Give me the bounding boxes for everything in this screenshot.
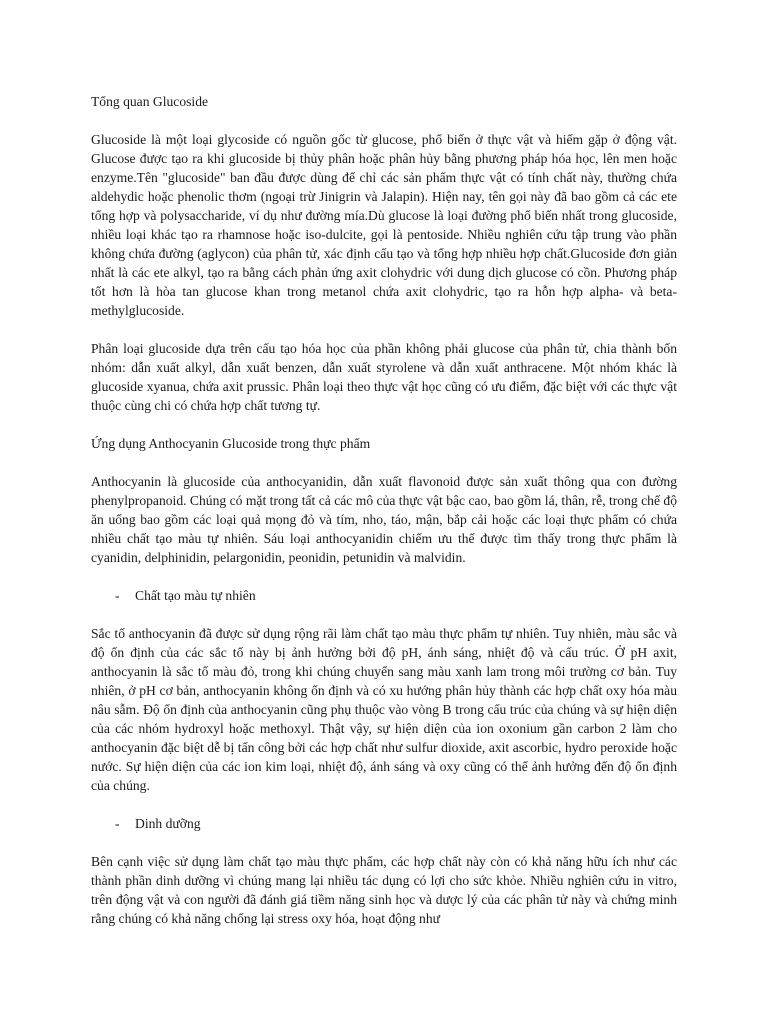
bullet-dash: -	[115, 816, 120, 831]
paragraph-glucoside-classification: Phân loại glucoside dựa trên cấu tạo hóa học của phần không phải glucose của phân tử, chia thành bốn nhóm: dẫn xuất alkyl, dẫn xuất benzen, dẫn xuất styrolene và dẫn xuất anthracene. Một nhóm khác là glucoside xyanua, chứa axit prussic. Phân loại theo thực vật học cũng có ưu điểm, đặc biệt với các thực vật thuộc cùng chi có chứa hợp chất tương tự.	[91, 341, 677, 413]
paragraph-nutrition-details: Bên cạnh việc sử dụng làm chất tạo màu thực phẩm, các hợp chất này còn có khả năng hữu ích như các thành phần dinh dưỡng vì chúng mang lại nhiều tác dụng có lợi cho sức khỏe. Nhiều nghiên cứu in vitro, trên động vật và con người đã đánh giá tiềm năng sinh học và dược lý của các phân tử này và chứng minh rằng chúng có khả năng chống lại stress oxy hóa, hoạt động như	[91, 854, 677, 926]
heading-glucoside-overview: Tổng quan Glucoside	[91, 94, 209, 109]
heading-anthocyanin-application: Ứng dụng Anthocyanin Glucoside trong thực phẩm	[91, 436, 371, 451]
bullet-nutrition	[91, 814, 677, 833]
document-page	[91, 92, 677, 947]
paragraph-colorant-details: Sắc tố anthocyanin đã được sử dụng rộng rãi làm chất tạo màu thực phẩm tự nhiên. Tuy nhiên, màu sắc và độ ổn định của các sắc tố này bị ảnh hưởng bởi độ pH, ánh sáng, nhiệt độ và cấu trúc. Ở pH axit, anthocyanin là sắc tố màu đỏ, trong khi chúng chuyển sang màu xanh lam trong môi trường cơ bản. Tuy nhiên, ở pH cơ bản, anthocyanin không ổn định và có xu hướng phân hủy thành các hợp chất oxy hóa màu nâu sẫm. Độ ổn định của anthocyanin cũng phụ thuộc vào vòng B trong cấu trúc của chúng và sự hiện diện của các nhóm hydroxyl hoặc methoxyl. Thật vậy, sự hiện diện của ion oxonium gần carbon 2 làm cho anthocyanin đặc biệt dễ bị tấn công bởi các hợp chất như sulfur dioxide, axit ascorbic, hydro peroxide hoặc nước. Sự hiện diện của các ion kim loại, nhiệt độ, ánh sáng và oxy cũng có thể ảnh hưởng đến độ ổn định của chúng.	[91, 626, 677, 793]
paragraph-anthocyanin-intro: Anthocyanin là glucoside của anthocyanidin, dẫn xuất flavonoid được sản xuất thông qua con đường phenylpropanoid. Chúng có mặt trong tất cả các mô của thực vật bậc cao, bao gồm lá, thân, rễ, trong chế độ ăn uống bao gồm các loại quả mọng đỏ và tím, nho, táo, mận, bắp cải hoặc các loại thực phẩm có chứa nhiều chất tạo màu tự nhiên. Sáu loại anthocyanidin chiếm ưu thế được tìm thấy trong thực phẩm là cyanidin, delphinidin, pelargonidin, peonidin, petunidin và malvidin.	[91, 474, 677, 565]
bullet-label: Dinh dưỡng	[135, 816, 201, 831]
bullet-label: Chất tạo màu tự nhiên	[135, 588, 256, 603]
paragraph-glucoside-intro: Glucoside là một loại glycoside có nguồn gốc từ glucose, phổ biến ở thực vật và hiếm gặp ở động vật. Glucose được tạo ra khi glucoside bị thủy phân hoặc phân hủy bằng phương pháp hóa học, lên men hoặc enzyme.Tên "glucoside" ban đầu được dùng để chỉ các sản phẩm thực vật có tính chất này, thường chứa aldehydic hoặc phenolic thơm (ngoại trừ Jinigrin và Jalapin). Hiện nay, tên gọi này đã bao gồm cả các ete tổng hợp và polysaccharide, ví dụ như đường mía.Dù glucose là loại đường phổ biến nhất trong glucoside, nhiều loại khác tạo ra rhamnose hoặc iso-dulcite, gọi là pentoside. Nhiều nghiên cứu tập trung vào phần không chứa đường (aglycon) của phân tử, xác định cấu tạo và tổng hợp nhiều hợp chất.Glucoside đơn giản nhất là các ete alkyl, tạo ra bằng cách phản ứng axit clohydric với dung dịch glucose có cồn. Phương pháp tốt hơn là hòa tan glucose khan trong metanol chứa axit clohydric, tạo ra hỗn hợp alpha- và beta-methylglucoside.	[91, 132, 677, 318]
bullet-natural-colorant	[91, 586, 677, 605]
bullet-dash: -	[115, 588, 120, 603]
